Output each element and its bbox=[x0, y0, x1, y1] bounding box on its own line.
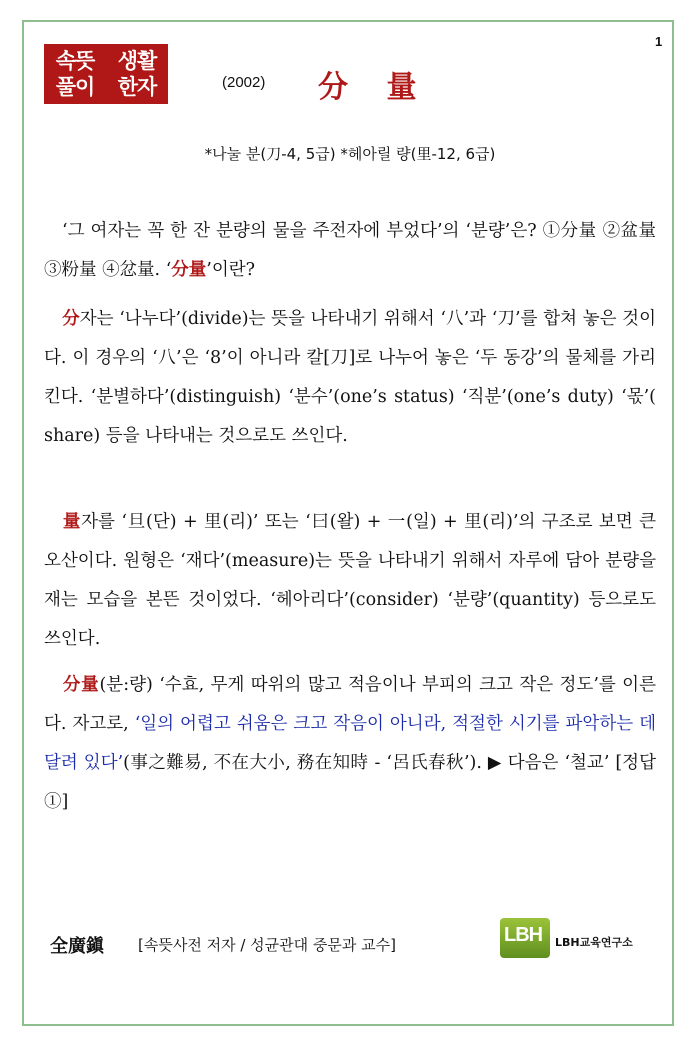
highlight-char: 分 bbox=[62, 309, 80, 329]
question-end: ’이란? bbox=[206, 260, 256, 280]
paragraph-second-char bbox=[44, 503, 656, 659]
logo-text: 한자 bbox=[117, 75, 157, 99]
author-description: [속뜻사전 저자 / 성균관대 중문과 교수] bbox=[138, 936, 396, 954]
paragraph-text: (분:량) ‘수효, 무게 따위의 많고 적음이나 부피의 크고 작은 정도’를 이른다. 자고로, bbox=[44, 675, 656, 734]
highlight-char: 量 bbox=[62, 512, 82, 532]
paragraph-meaning bbox=[44, 666, 656, 822]
page-number: 1 bbox=[655, 34, 663, 49]
highlight-term: 分量 bbox=[62, 675, 100, 695]
logo-text: 풀이 bbox=[55, 75, 95, 99]
year-label: (2002) bbox=[222, 74, 266, 91]
paragraph-text: (事之難易, 不在大小, 務在知時 - ‘呂氏春秋’). ▶ 다음은 ‘철교’ [정답 ①] bbox=[44, 753, 656, 812]
page-title: 分 量 bbox=[318, 70, 431, 105]
lbh-logo-text: LBH bbox=[504, 924, 543, 946]
author-name: 全廣鎭 bbox=[50, 936, 104, 957]
highlight-term: 分量 bbox=[171, 260, 207, 280]
logo-text: 속뜻 bbox=[55, 49, 95, 73]
quote-text: ‘일의 어렵고 쉬움은 크고 작음이 아니라, 적절한 시기를 파악하는 데 달려 있다’ bbox=[44, 714, 657, 773]
lbh-logo bbox=[500, 918, 550, 958]
logo-text: 생활 bbox=[117, 49, 157, 73]
question-text: ‘그 여자는 꼭 한 잔 분량의 물을 주전자에 부었다’의 ‘분량’은? ①分量 ②盆量 ③粉量 ④忿量. ‘ bbox=[44, 221, 656, 280]
org-name: LBH교육연구소 bbox=[555, 936, 633, 949]
paragraph-question bbox=[44, 212, 656, 290]
paragraph-text: 자는 ‘나누다’(divide)는 뜻을 나타내기 위해서 ‘八’과 ‘刀’를 합쳐 놓은 것이다. 이 경우의 ‘八’은 ‘8’이 아니라 칼[刀]로 나누어 놓은 ‘두 동강’의 물체를 가리킨다. ‘분별하다’(distinguish) ‘분수’(one’s status) ‘직분’(one’s duty) ‘몫’( share) 등을 나타내는 것으로도 쓰인다. bbox=[44, 309, 656, 446]
series-logo bbox=[44, 44, 168, 104]
paragraph-first-char bbox=[44, 300, 656, 456]
paragraph-text: 자를 ‘旦(단) + 里(리)’ 또는 ‘曰(왈) + 一(일) + 里(리)’의 구조로 보면 큰 오산이다. 원형은 ‘재다’(measure)는 뜻을 나타내기 위해서 자루에 담아 분량을 재는 모습을 본뜬 것이었다. ‘헤아리다’(consider) ‘분량’(quantity) 등으로도 쓰인다. bbox=[44, 512, 657, 649]
character-info: *나눌 분(刀-4, 5급) *헤아릴 량(里-12, 6급) bbox=[204, 145, 496, 163]
